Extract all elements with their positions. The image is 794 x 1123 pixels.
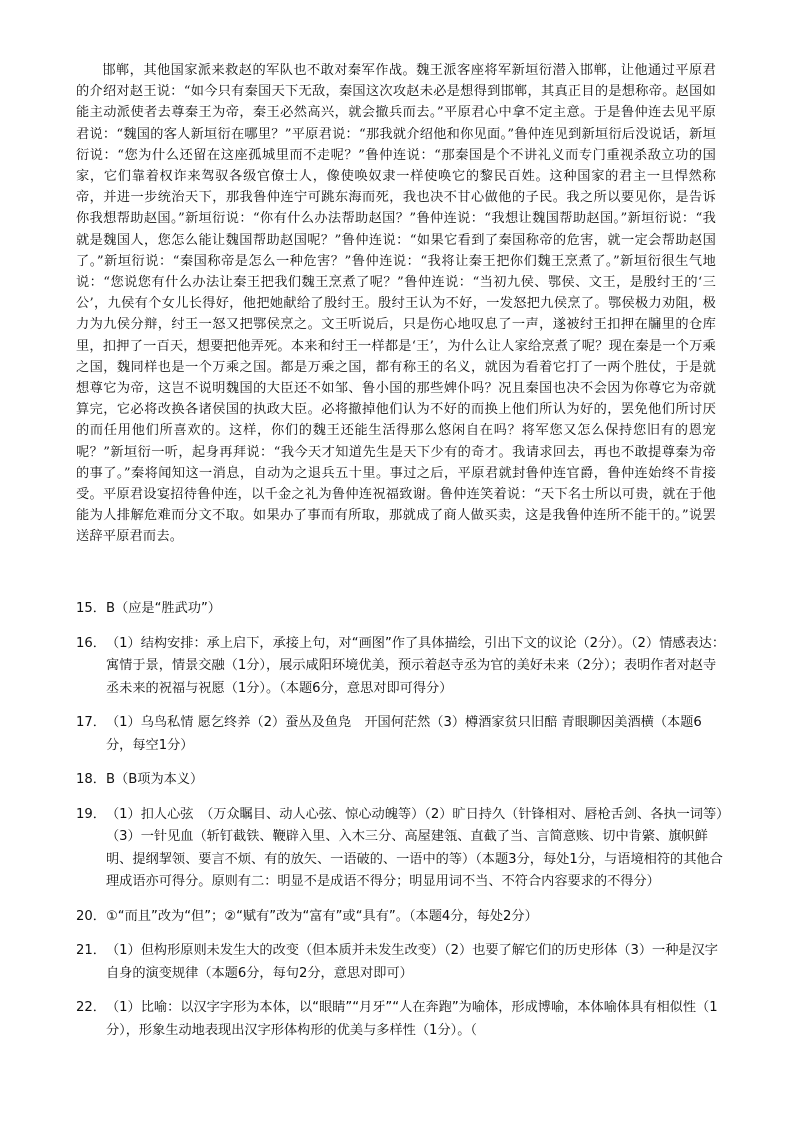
answer-number: 20． [76, 908, 106, 924]
answer-text: B（B项为本义） [105, 772, 204, 787]
answer-number: 18． [76, 772, 106, 787]
answer-number: 17． [76, 715, 106, 730]
answer-item [76, 769, 726, 792]
answer-text: （1）比喻：以汉字字形为本体，以“眼睛”“月牙”“人在奔跑”为喻体，形成博喻，本体喻体具有相似性（1分），形象生动地表现出汉字形体构形的优美与多样性（1分）。（ [105, 1000, 718, 1038]
answer-item [76, 906, 726, 929]
translation-paragraph: 邯郸，其他国家派来救赵的军队也不敢对秦军作战。魏王派客座将军新垣衍潜入邯郸，让他通过平原君的介绍对赵王说：“如今只有秦国天下无敌，秦国这次攻赵未必是想得到邯郸，其真正目的是想称帝。赵国如能主动派使者去尊秦王为帝，秦王必然高兴，就会撤兵而去。”平原君心中拿不定主意。于是鲁仲连去见平原君说：“魏国的客人新垣衍在哪里？”平原君说：“那我就介绍他和你见面。”鲁仲连见到新垣衍后没说话，新垣衍说：“您为什么还留在这座孤城里而不走呢？”鲁仲连说：“那秦国是个不讲礼义而专门重视杀敌立功的国家，它们靠着权诈来驾驭各级官僚士人，像使唤奴隶一样使唤它的黎民百姓。这种国家的君主一旦悍然称帝，并进一步统治天下，那我鲁仲连宁可跳东海而死，我也决不甘心做他的子民。我之所以要见你，是告诉你我想帮助赵国。”新垣衍说：“你有什么办法帮助赵国？”鲁仲连说：“我想让魏国帮助赵国。”新垣衍说：“我就是魏国人，您怎么能让魏国帮助赵国呢？”鲁仲连说：“如果它看到了秦国称帝的危害，就一定会帮助赵国了。”新垣衍说：“秦国称帝是怎么一种危害？”鲁仲连说：“我将让秦王把你们魏王烹煮了。”新垣衍很生气地说：“您说您有什么办法让秦王把我们魏王烹煮了呢？”鲁仲连说：“当初九侯、鄂侯、文王，是殷纣王的‘三公’，九侯有个女儿长得好，他把她献给了殷纣王。殷纣王认为不好，一发怒把九侯烹了。鄂侯极力劝阻，极力为九侯分辩，纣王一怒又把鄂侯烹之。文王听说后，只是伤心地叹息了一声，遂被纣王扣押在牖里的仓库里，扣押了一百天，想要把他弄死。本来和纣王一样都是‘王’，为什么让人家给烹煮了呢？现在秦是一个万乘之国，魏同样也是一个万乘之国。都是万乘之国，都有称王的名义，就因为看着它打了一两个胜仗，于是就想尊它为帝，这岂不说明魏国的大臣还不如邹、鲁小国的那些婢仆吗？况且秦国也决不会因为你尊它为帝就算完，它必将改换各诸侯国的执政大臣。必将撤掉他们认为不好的而换上他们所认为好的，罢免他们所讨厌的而任用他们所喜欢的。这样，你们的魏王还能生活得那么悠闲自在吗？将军您又怎么保持您旧有的恩宠呢？”新垣衍一听，起身再拜说：“我今天才知道先生是天下少有的奇才。我请求回去，再也不敢提尊秦为帝的事了。”秦将闻知这一消息，自动为之退兵五十里。事过之后，平原君就封鲁仲连官爵，鲁仲连始终不肯接受。平原君设宴招待鲁仲连，以千金之礼为鲁仲连祝福致谢。鲁仲连笑着说：“天下名士所以可贵，就在于他能为人排解危难而分文不取。如果办了事而有所取，那就成了商人做买卖，这是我鲁仲连所不能干的。”说罢送辞平原君而去。 [76, 63, 716, 545]
answer-item [76, 804, 726, 894]
answer-text: （1）结构安排：承上启下，承接上句，对“画图”作了具体描绘，引出下文的议论（2分）。（2）情感表达：寓情于景，情景交融（1分），展示咸阳环境优美，预示着赵寺丞为官的美好未来（2分）；表明作者对赵寺丞未来的祝福与祝愿（1分）。（本题6分，意思对即可得分） [105, 635, 726, 696]
answer-item [76, 940, 726, 985]
answer-text: B（应是“胜武功”） [105, 601, 221, 616]
answer-text: ①“而且”改为“但”；②“赋有”改为“富有”或“具有”。（本题4分，每处2分） [105, 908, 538, 924]
answer-item [76, 633, 726, 701]
answer-item [76, 997, 726, 1042]
answer-number: 19． [76, 806, 106, 822]
answer-list [76, 598, 726, 1054]
answer-number: 22． [76, 1000, 106, 1015]
answer-text: （1）扣人心弦 （万众瞩目、动人心弦、惊心动魄等）（2）旷日持久（针锋相对、唇枪舌剑、各执一词等）（3）一针见血（斩钉截铁、鞭辟入里、入木三分、高屋建瓴、直截了当、言简意赅、切中肯綮、旗帜鲜明、提纲挈领、要言不烦、有的放矢、一语破的、一语中的等）（本题3分，每处1分，与语境相符的其他合理成语亦可得分。原则有二：明显不是成语不得分；明显用词不当、不符合内容要求的不得分） [105, 806, 723, 889]
answer-text: （1）但构形原则未发生大的改变（但本质并未发生改变）（2）也要了解它们的历史形体（3）一种是汉字自身的演变规律（本题6分，每句2分，意思对即可） [105, 943, 718, 981]
answer-item [76, 712, 726, 757]
answer-text: （1）乌鸟私情 愿乞终养（2）蚕丛及鱼凫 开国何茫然（3）樽酒家贫只旧醅 青眼聊因美酒横（本题6分，每空1分） [105, 715, 702, 753]
answer-number: 15． [76, 601, 106, 616]
answer-number: 16． [76, 635, 106, 651]
answer-number: 21． [76, 943, 106, 958]
answer-item [76, 598, 726, 621]
